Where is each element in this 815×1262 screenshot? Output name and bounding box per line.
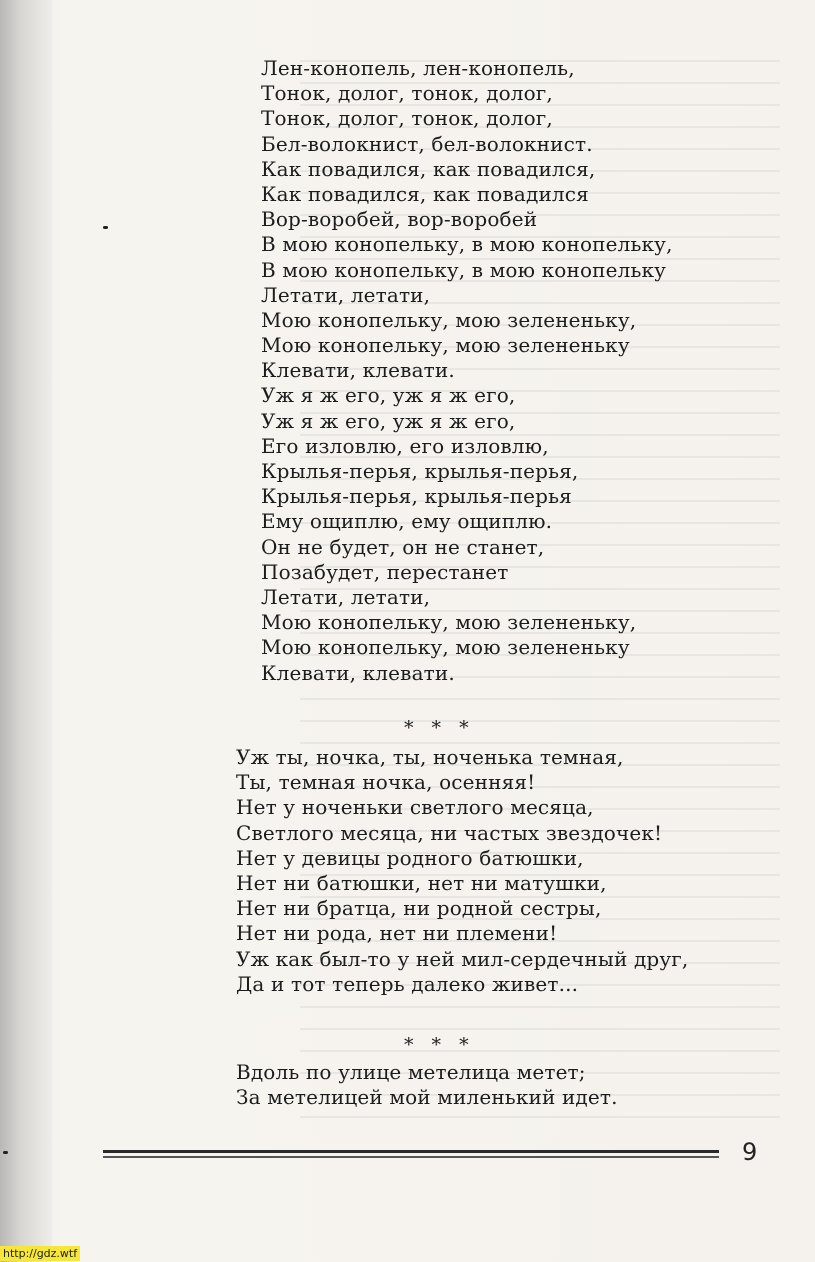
verse-line: Крылья-перья, крылья-перья, [261, 459, 579, 483]
verse-line: Вдоль по улице метелица метет; [236, 1060, 586, 1084]
verse-line: Летати, летати, [261, 584, 431, 609]
verse-line: Мою конопельку, мою зелененьку, [261, 610, 637, 635]
verse-line: Позабудет, перестанет [261, 559, 509, 584]
footer-rule-thick [103, 1150, 719, 1153]
verse-line: Крылья-перья, крылья-перья [261, 484, 572, 509]
verse-line: Да и тот теперь далеко живет... [236, 971, 579, 996]
page-number: 9 [742, 1138, 758, 1166]
verse-line: Тонок, долог, тонок, долог, [261, 106, 553, 131]
verse-line: Уж ты, ночка, ты, ноченька темная, [236, 745, 624, 769]
verse-line: Летати, летати, [261, 282, 431, 307]
verse-line: Ты, темная ночка, осенняя! [236, 770, 536, 795]
verse-line: Клевати, клевати. [261, 358, 455, 383]
verse-line: Бел-волокнист, бел-волокнист. [261, 131, 593, 156]
verse-line: Клевати, клевати. [261, 660, 455, 685]
verse-line: В мою конопельку, в мою конопельку, [261, 232, 673, 257]
verse-line: Мою конопельку, мою зелененьку, [261, 307, 637, 332]
verse-line: Уж я ж его, уж я ж его, [261, 408, 516, 433]
verse-line: Вор-воробей, вор-воробей [261, 207, 538, 232]
verse-line: Нет у девицы родного батюшки, [236, 845, 584, 870]
verse-line: Нет ни рода, нет ни племени! [236, 921, 558, 946]
verse-line: Как повадился, как повадился [261, 181, 589, 206]
verse-line: Нет у ноченьки светлого месяца, [236, 795, 594, 820]
verse-line: Нет ни батюшки, нет ни матушки, [236, 870, 607, 895]
verse-line: Уж я ж его, уж я ж его, [261, 383, 516, 408]
section-separator: * * * [404, 717, 475, 739]
verse-line: Ему ощиплю, ему ощиплю. [261, 509, 553, 534]
print-speck [103, 226, 108, 229]
verse-line: Мою конопельку, мою зелененьку [261, 635, 630, 660]
verse-line: Он не будет, он не станет, [261, 534, 545, 559]
verse-line: Нет ни братца, ни родной сестры, [236, 896, 602, 921]
verse-line: Уж как был-то у ней мил-сердечный друг, [236, 946, 689, 971]
footer-rule-thin [103, 1156, 719, 1158]
verse-line: Его изловлю, его изловлю, [261, 433, 549, 458]
verse-line: За метелицей мой миленький идет. [236, 1085, 618, 1110]
poem-vdol-po-ulitse [236, 1060, 618, 1110]
verse-line: Лен-конопель, лен-конопель, [261, 56, 575, 80]
poem-uzh-ty-nochka [236, 745, 688, 997]
verse-line: Светлого месяца, ни частых звездочек! [236, 820, 663, 845]
watermark-link[interactable]: http://gdz.wtf [0, 1246, 80, 1261]
verse-line: В мою конопельку, в мою конопельку [261, 257, 667, 282]
verse-line: Как повадился, как повадился, [261, 156, 596, 181]
section-separator: * * * [404, 1034, 475, 1056]
book-spine-shadow [0, 0, 52, 1262]
poem-lyon-konopel [261, 56, 673, 686]
verse-line: Мою конопельку, мою зелененьку [261, 333, 630, 358]
print-speck [3, 1151, 8, 1154]
verse-line: Тонок, долог, тонок, долог, [261, 81, 553, 106]
